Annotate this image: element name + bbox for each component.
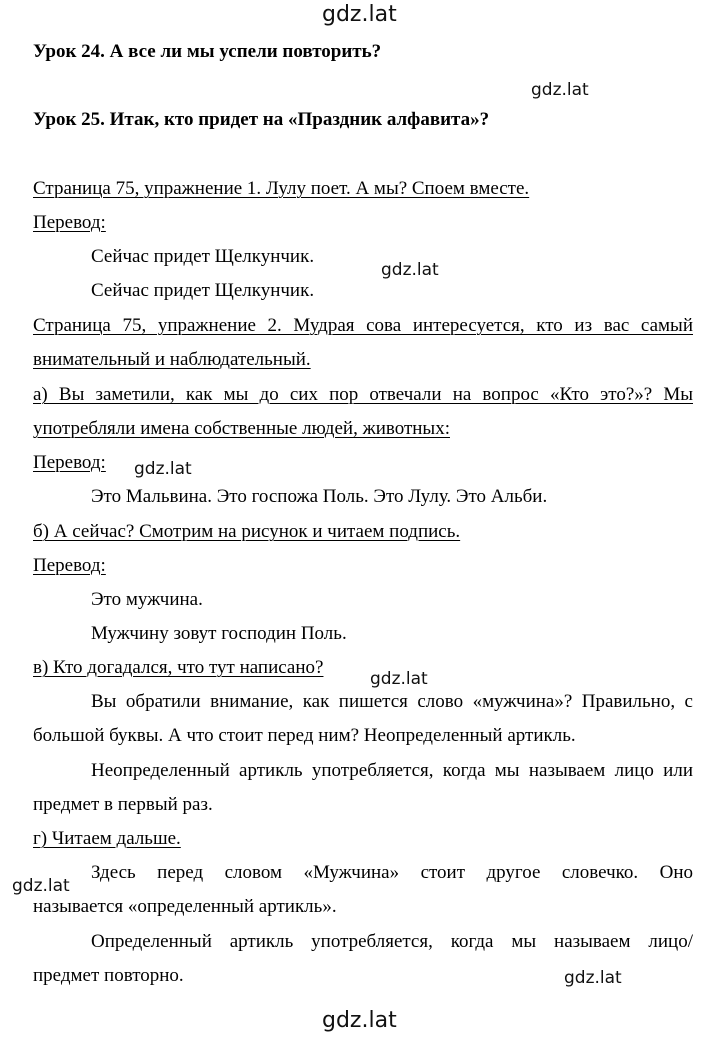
- translation-line: Это Мальвина. Это госпожа Поль. Это Лулу. Это Альби.: [91, 486, 548, 507]
- watermark: gdz.lat: [12, 876, 70, 896]
- part-b-title: б) А сейчас? Смотрим на рисунок и читаем подпись.: [33, 521, 461, 542]
- watermark-top: gdz.lat: [322, 2, 397, 27]
- watermark: gdz.lat: [564, 968, 622, 988]
- translation-line: Мужчину зовут господин Поль.: [91, 623, 347, 644]
- watermark-bottom: gdz.lat: [322, 1008, 397, 1033]
- translation-label: Перевод:: [33, 212, 106, 233]
- part-c-title: в) Кто догадался, что тут написано?: [33, 657, 324, 678]
- paragraph-line: предмет в первый раз.: [33, 794, 213, 815]
- watermark: gdz.lat: [134, 459, 192, 479]
- exercise-2-title-line-1: Страница 75, упражнение 2. Мудрая сова интересуется, кто из вас самый: [33, 315, 693, 336]
- watermark: gdz.lat: [370, 669, 428, 689]
- part-a-line-2: употребляли имена собственные людей, животных:: [33, 418, 450, 439]
- paragraph-line: Вы обратили внимание, как пишется слово «мужчина»? Правильно, с: [91, 691, 693, 712]
- translation-label: Перевод:: [33, 555, 106, 576]
- exercise-2-title-line-2: внимательный и наблюдательный.: [33, 349, 311, 370]
- paragraph-line: предмет повторно.: [33, 965, 184, 986]
- paragraph-line: большой буквы. А что стоит перед ним? Неопределенный артикль.: [33, 725, 576, 746]
- lesson-24-heading: Урок 24. А все ли мы успели повторить?: [33, 41, 382, 62]
- part-a-line-1: а) Вы заметили, как мы до сих пор отвечали на вопрос «Кто это?»? Мы: [33, 384, 693, 405]
- watermark: gdz.lat: [381, 260, 439, 280]
- part-d-title: г) Читаем дальше.: [33, 828, 181, 849]
- translation-line: Сейчас придет Щелкунчик.: [91, 246, 315, 267]
- lesson-25-heading: Урок 25. Итак, кто придет на «Праздник алфавита»?: [33, 109, 490, 130]
- translation-line: Это мужчина.: [91, 589, 203, 610]
- paragraph-line: Неопределенный артикль употребляется, когда мы называем лицо или: [91, 760, 693, 781]
- watermark: gdz.lat: [531, 80, 589, 100]
- translation-line: Сейчас придет Щелкунчик.: [91, 280, 315, 301]
- translation-label: Перевод:: [33, 452, 106, 473]
- exercise-1-title: Страница 75, упражнение 1. Лулу поет. А мы? Споем вместе.: [33, 178, 530, 199]
- paragraph-line: Здесь перед словом «Мужчина» стоит другое словечко. Оно: [91, 862, 693, 883]
- paragraph-line: Определенный артикль употребляется, когда мы называем лицо/: [91, 931, 693, 952]
- paragraph-line: называется «определенный артикль».: [33, 896, 337, 917]
